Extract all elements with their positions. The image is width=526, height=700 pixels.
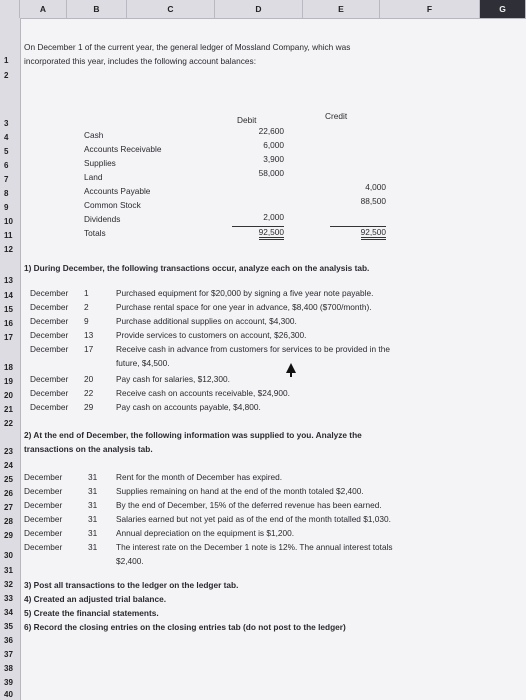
debit-amount[interactable]: 22,600: [258, 126, 284, 136]
credit-amount[interactable]: 4,000: [365, 182, 386, 192]
step-5[interactable]: 5) Create the financial statements.: [24, 608, 159, 618]
txn-desc[interactable]: Purchase rental space for one year in advance, $8,400 ($700/month).: [116, 302, 372, 312]
account-name[interactable]: Common Stock: [84, 200, 141, 210]
row-number[interactable]: 21: [4, 405, 13, 414]
account-name[interactable]: Dividends: [84, 214, 121, 224]
row-number[interactable]: 26: [4, 489, 13, 498]
row-number[interactable]: 4: [4, 133, 9, 142]
txn-day[interactable]: 29: [84, 402, 94, 412]
adj-month[interactable]: December: [24, 542, 63, 552]
credit-total[interactable]: [330, 226, 386, 237]
txn-day[interactable]: 2: [84, 302, 89, 312]
row-number[interactable]: 34: [4, 608, 13, 617]
txn-desc[interactable]: Purchase additional supplies on account, $4,300.: [116, 316, 297, 326]
row-number[interactable]: 31: [4, 566, 13, 575]
row-number[interactable]: 29: [4, 531, 13, 540]
row-number[interactable]: 9: [4, 203, 9, 212]
adj-month[interactable]: December: [24, 486, 63, 496]
column-header-c[interactable]: C: [127, 0, 215, 18]
section-1-heading[interactable]: 1) During December, the following transactions occur, analyze each on the analysis tab.: [24, 263, 370, 273]
adj-desc[interactable]: Rent for the month of December has expired.: [116, 472, 283, 482]
txn-day[interactable]: 9: [84, 316, 89, 326]
row-number[interactable]: 5: [4, 147, 9, 156]
txn-month[interactable]: December: [30, 344, 69, 354]
txn-day[interactable]: 22: [84, 388, 94, 398]
select-all-corner[interactable]: [0, 0, 20, 18]
debit-total[interactable]: [232, 226, 284, 237]
adj-day[interactable]: 31: [88, 514, 98, 524]
column-header-e[interactable]: E: [303, 0, 380, 18]
txn-desc[interactable]: Purchased equipment for $20,000 by signing a five year note payable.: [116, 288, 374, 298]
row-number[interactable]: 14: [4, 291, 13, 300]
step-6[interactable]: 6) Record the closing entries on the closing entries tab (do not post to the ledger): [24, 622, 346, 632]
row-number[interactable]: 30: [4, 551, 13, 560]
txn-month[interactable]: December: [30, 288, 69, 298]
row-number[interactable]: 15: [4, 305, 13, 314]
intro-line-1[interactable]: On December 1 of the current year, the general ledger of Mossland Company, which was: [24, 42, 351, 52]
row-number[interactable]: 1: [4, 56, 9, 65]
adj-desc[interactable]: The interest rate on the December 1 note is 12%. The annual interest totals: [116, 542, 393, 552]
debit-amount[interactable]: 2,000: [263, 212, 284, 222]
debit-total-value: 92,500: [259, 227, 284, 240]
mouse-cursor-stem: [290, 371, 292, 377]
step-4[interactable]: 4) Created an adjusted trial balance.: [24, 594, 167, 604]
row-number[interactable]: 11: [4, 231, 13, 240]
txn-desc-continued[interactable]: future, $4,500.: [116, 358, 170, 368]
row-number[interactable]: 16: [4, 319, 13, 328]
intro-line-2[interactable]: incorporated this year, includes the following account balances:: [24, 56, 256, 66]
column-header-b[interactable]: B: [67, 0, 127, 18]
row-number[interactable]: 28: [4, 517, 13, 526]
row-number[interactable]: 38: [4, 664, 13, 673]
account-name[interactable]: Accounts Receivable: [84, 144, 162, 154]
debit-amount[interactable]: 3,900: [263, 154, 284, 164]
adj-month[interactable]: December: [24, 528, 63, 538]
step-3[interactable]: 3) Post all transactions to the ledger on the ledger tab.: [24, 580, 239, 590]
row-number[interactable]: 6: [4, 161, 9, 170]
row-number[interactable]: 10: [4, 217, 13, 226]
credit-header[interactable]: Credit: [325, 111, 348, 121]
account-name[interactable]: Accounts Payable: [84, 186, 151, 196]
row-number[interactable]: 33: [4, 594, 13, 603]
adj-day[interactable]: 31: [88, 500, 98, 510]
row-number[interactable]: 2: [4, 71, 9, 80]
txn-desc[interactable]: Pay cash on accounts payable, $4,800.: [116, 402, 261, 412]
txn-month[interactable]: December: [30, 302, 69, 312]
txn-desc[interactable]: Provide services to customers on account, $26,300.: [116, 330, 307, 340]
credit-total-value: 92,500: [361, 227, 386, 240]
row-number[interactable]: 22: [4, 419, 13, 428]
column-header-f[interactable]: F: [380, 0, 480, 18]
row-number[interactable]: 32: [4, 580, 13, 589]
txn-month[interactable]: December: [30, 402, 69, 412]
account-name-totals[interactable]: Totals: [84, 228, 106, 238]
row-number[interactable]: 36: [4, 636, 13, 645]
txn-day[interactable]: 20: [84, 374, 94, 384]
txn-day[interactable]: 1: [84, 288, 89, 298]
txn-desc[interactable]: Receive cash on accounts receivable, $24,900.: [116, 388, 290, 398]
row-number[interactable]: 24: [4, 461, 13, 470]
row-number[interactable]: 23: [4, 447, 13, 456]
adj-desc-continued[interactable]: $2,400.: [116, 556, 144, 566]
account-name[interactable]: Supplies: [84, 158, 116, 168]
column-header-d[interactable]: D: [215, 0, 303, 18]
account-name[interactable]: Cash: [84, 130, 104, 140]
row-number[interactable]: 37: [4, 650, 13, 659]
row-number[interactable]: 12: [4, 245, 13, 254]
row-number[interactable]: 8: [4, 189, 9, 198]
row-number[interactable]: 40: [4, 690, 13, 699]
txn-month[interactable]: December: [30, 374, 69, 384]
column-header-a[interactable]: A: [20, 0, 67, 18]
adj-day[interactable]: 31: [88, 528, 98, 538]
adj-day[interactable]: 31: [88, 542, 98, 552]
adj-desc[interactable]: Salaries earned but not yet paid as of the end of the month totalled $1,030.: [116, 514, 391, 524]
column-header-g[interactable]: G: [480, 0, 526, 18]
row-number[interactable]: 19: [4, 377, 13, 386]
row-number[interactable]: 17: [4, 333, 13, 342]
row-number[interactable]: 3: [4, 119, 9, 128]
txn-desc[interactable]: Receive cash in advance from customers for services to be provided in the: [116, 344, 390, 354]
txn-month[interactable]: December: [30, 330, 69, 340]
adj-desc[interactable]: By the end of December, 15% of the deferred revenue has been earned.: [116, 500, 382, 510]
debit-amount[interactable]: 58,000: [258, 168, 284, 178]
row-number[interactable]: 39: [4, 678, 13, 687]
row-number[interactable]: 20: [4, 391, 13, 400]
section-2-heading-line-2[interactable]: transactions on the analysis tab.: [24, 444, 153, 454]
txn-month[interactable]: December: [30, 316, 69, 326]
row-number[interactable]: 27: [4, 503, 13, 512]
adj-month[interactable]: December: [24, 472, 63, 482]
adj-day[interactable]: 31: [88, 472, 98, 482]
row-number[interactable]: 13: [4, 276, 13, 285]
adj-month[interactable]: December: [24, 500, 63, 510]
row-number[interactable]: 35: [4, 622, 13, 631]
txn-month[interactable]: December: [30, 388, 69, 398]
adj-desc[interactable]: Annual depreciation on the equipment is $1,200.: [116, 528, 295, 538]
adj-month[interactable]: December: [24, 514, 63, 524]
section-2-heading-line-1[interactable]: 2) At the end of December, the following information was supplied to you. Analyze the: [24, 430, 362, 440]
row-number[interactable]: 25: [4, 475, 13, 484]
account-name[interactable]: Land: [84, 172, 103, 182]
debit-header[interactable]: Debit: [237, 115, 257, 125]
row-number[interactable]: 18: [4, 363, 13, 372]
adj-desc[interactable]: Supplies remaining on hand at the end of the month totaled $2,400.: [116, 486, 364, 496]
debit-amount[interactable]: 6,000: [263, 140, 284, 150]
credit-amount[interactable]: 88,500: [360, 196, 386, 206]
txn-desc[interactable]: Pay cash for salaries, $12,300.: [116, 374, 230, 384]
txn-day[interactable]: 17: [84, 344, 94, 354]
column-header-bar: [0, 0, 526, 19]
txn-day[interactable]: 13: [84, 330, 94, 340]
row-number[interactable]: 7: [4, 175, 9, 184]
adj-day[interactable]: 31: [88, 486, 98, 496]
